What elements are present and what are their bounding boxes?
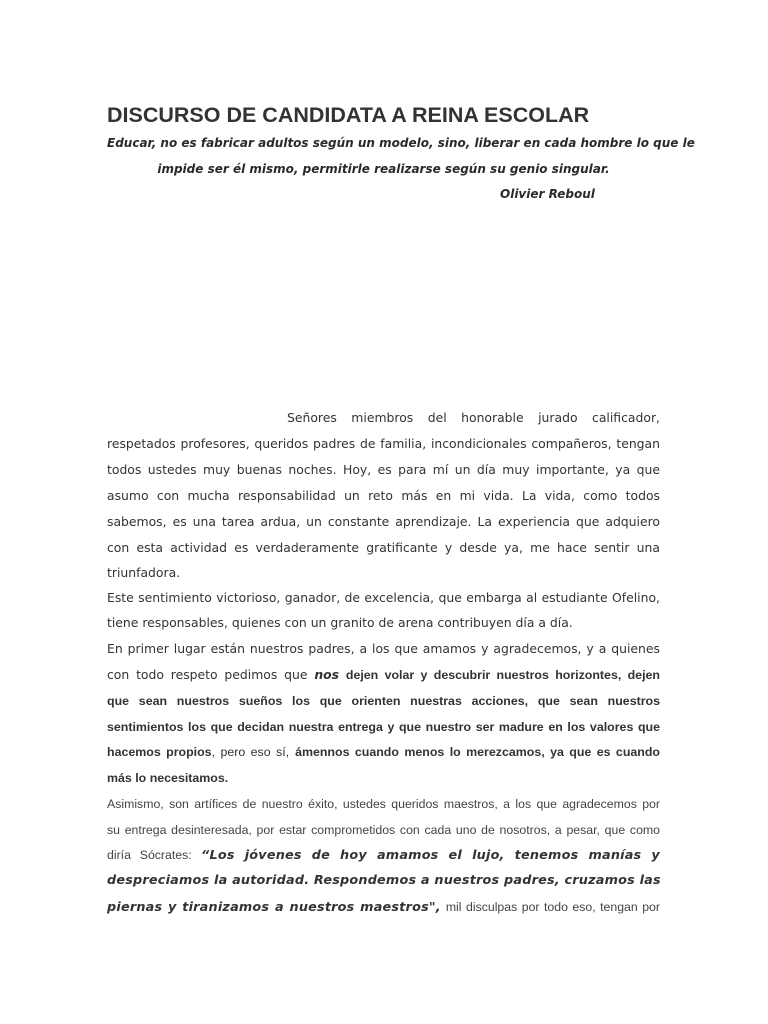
paragraph-line: que sean nuestros sueños los que orienten nuestras acciones, que sean nuestros	[107, 694, 660, 708]
paragraph-line	[107, 666, 660, 684]
paragraph-line: tiene responsables, quienes con un granito de arena contribuyen día a día.	[107, 615, 573, 630]
paragraph-line: Este sentimiento victorioso, ganador, de excelencia, que embarga al estudiante Ofelino,	[107, 590, 660, 605]
paragraph-line	[107, 898, 660, 917]
bold-text: dejen volar y descubrir nuestros horizontes, dejen	[345, 668, 660, 682]
paragraph-line: con esta actividad es verdaderamente gratificante y desde ya, me hace sentir una	[107, 540, 660, 555]
paragraph-line: más lo necesitamos.	[107, 771, 229, 785]
paragraph-line: respetados profesores, queridos padres de familia, incondicionales compañeros, tengan	[107, 436, 660, 451]
page-title: DISCURSO DE CANDIDATA A REINA ESCOLAR	[107, 103, 590, 127]
quote-text: piernas y tiranizamos a nuestros maestros",	[107, 900, 441, 915]
paragraph-line: asumo con mucha responsabilidad un reto más en mi vida. La vida, como todos	[107, 488, 660, 503]
paragraph-line: En primer lugar están nuestros padres, a los que amamos y agradecemos, y a quienes	[107, 641, 660, 656]
quote-text: “Los jóvenes de hoy amamos el lujo, tenemos manías y	[201, 848, 660, 863]
epigraph-line-1: Educar, no es fabricar adultos según un modelo, sino, liberar en cada hombre lo que le	[107, 136, 695, 150]
paragraph-line: triunfadora.	[107, 565, 181, 580]
bold-text: hacemos propios	[107, 745, 212, 759]
paragraph-line: su entrega desinteresada, por estar comprometidos con cada uno de nosotros, a pesar, que como	[107, 823, 660, 837]
quote-line: despreciamos la autoridad. Respondemos a nuestros padres, cruzamos las	[107, 873, 661, 888]
emphasis-text: nos	[314, 667, 340, 682]
line-text: , pero eso sí,	[211, 745, 290, 759]
line-text: mil disculpas por todo eso, tengan por	[445, 900, 660, 914]
line-text: con todo respeto pedimos que	[107, 667, 308, 682]
paragraph-line	[107, 743, 660, 761]
paragraph-line: sabemos, es una tarea ardua, un constante aprendizaje. La experiencia que adquiero	[107, 514, 660, 529]
paragraph-line: sentimientos los que decidan nuestra entrega y que nuestro ser madure en los valores que	[107, 720, 660, 734]
paragraph-line: todos ustedes muy buenas noches. Hoy, es para mí un día muy importante, ya que	[107, 462, 660, 477]
paragraph-line: Señores miembros del honorable jurado calificador,	[287, 410, 660, 425]
paragraph-line	[107, 846, 660, 865]
bold-text: ámennos cuando menos lo merezcamos, ya que es cuando	[295, 745, 660, 759]
paragraph-line: Asimismo, son artífices de nuestro éxito, ustedes queridos maestros, a los que agradecemos por	[107, 797, 660, 811]
epigraph-author: Olivier Reboul	[500, 187, 595, 201]
epigraph-line-2: impide ser él mismo, permitirle realizarse según su genio singular.	[157, 162, 610, 176]
line-text: diría Sócrates:	[107, 848, 192, 862]
